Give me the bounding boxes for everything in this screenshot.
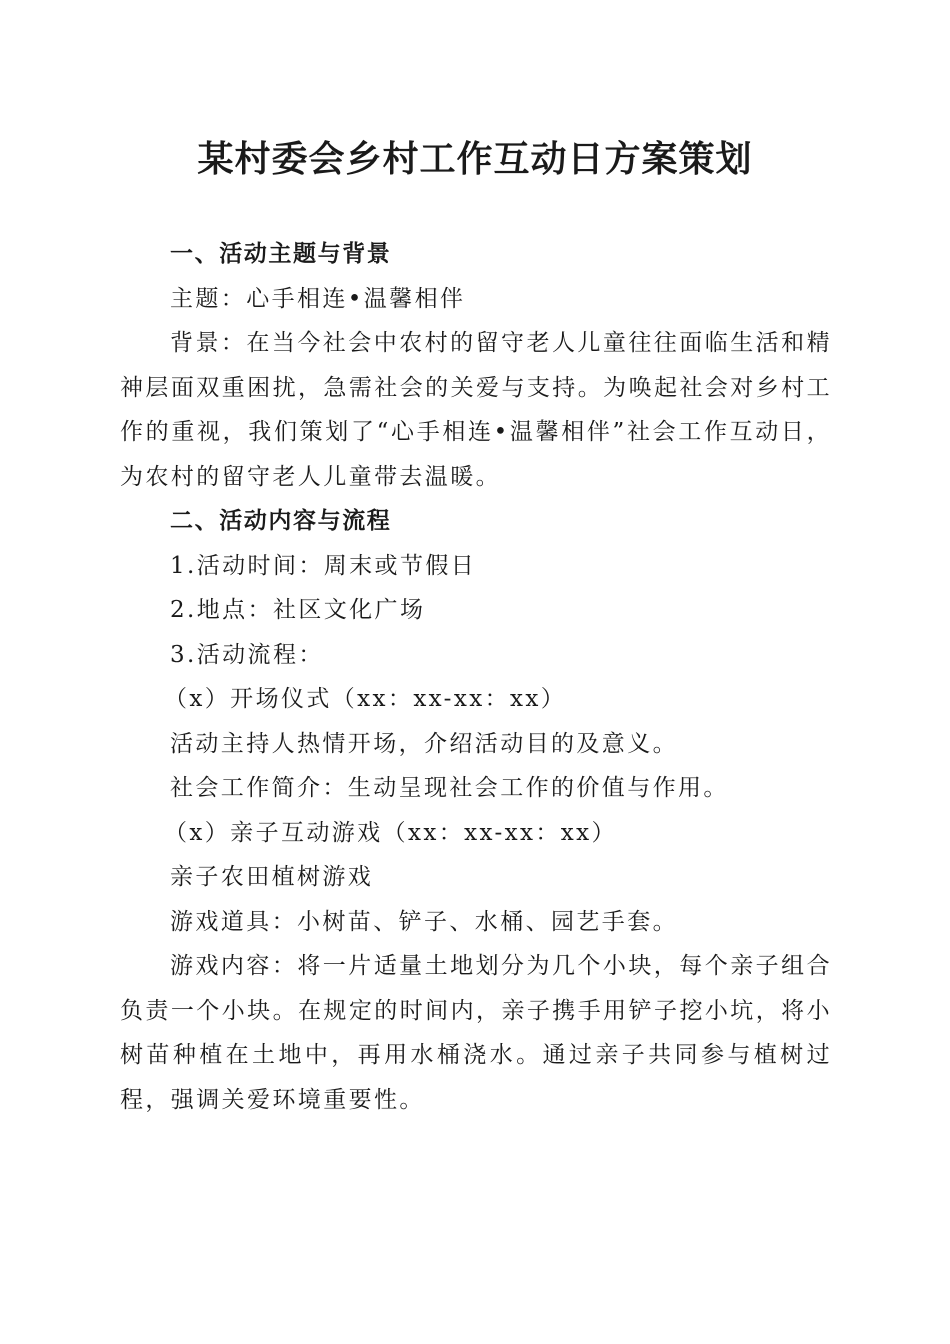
section-heading-2: 二、活动内容与流程 — [170, 508, 392, 534]
background-paragraph: 背景：在当今社会中农村的留守老人儿童往往面临生活和精神层面双重困扰，急需社会的关爱与支持。为唤起社会对乡村工作的重视，我们策划了“心手相连•温馨相伴”社会工作互动日，为农村的留守老人儿童带去温暖。 — [120, 330, 832, 490]
activity-place-paragraph: 2.地点：社区文化广场 — [170, 597, 426, 623]
opening-host-paragraph: 活动主持人热情开场，介绍活动目的及意义。 — [170, 730, 678, 757]
section-heading-1: 一、活动主题与背景 — [170, 241, 392, 267]
theme-paragraph: 主题：心手相连•温馨相伴 — [170, 285, 466, 312]
document-title: 某村委会乡村工作互动日方案策划 — [197, 138, 753, 180]
game-content-paragraph: 游戏内容：将一片适量土地划分为几个小块，每个亲子组合负责一个小块。在规定的时间内，亲子携手用铲子挖小坑，将小树苗种植在土地中，再用水桶浇水。通过亲子共同参与植树过程，强调关爱环境重要性。 — [120, 953, 832, 1113]
parent-child-game-title: （x）亲子互动游戏（xx：xx-xx：xx） — [164, 819, 617, 846]
activity-time-paragraph: 1.活动时间：周末或节假日 — [170, 552, 477, 579]
document-body — [120, 232, 832, 1122]
game-name-paragraph: 亲子农田植树游戏 — [170, 864, 374, 890]
game-props-paragraph: 游戏道具：小树苗、铲子、水桶、园艺手套。 — [170, 908, 678, 935]
activity-flow-paragraph: 3.活动流程： — [170, 641, 324, 668]
social-work-intro-paragraph: 社会工作简介：生动呈现社会工作的价值与作用。 — [170, 775, 729, 801]
opening-ceremony-title: （x）开场仪式（xx：xx-xx：xx） — [164, 686, 567, 712]
